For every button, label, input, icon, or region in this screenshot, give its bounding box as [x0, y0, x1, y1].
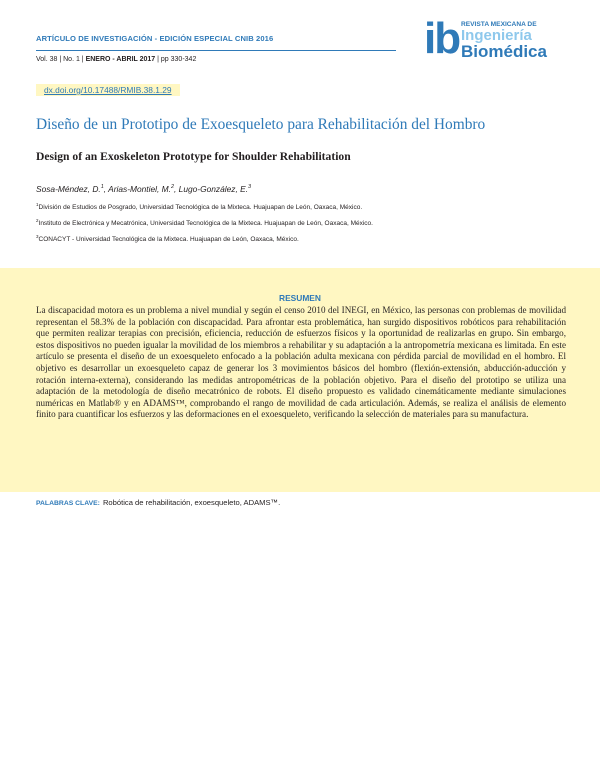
affiliation-marker: 1	[100, 184, 104, 191]
logo-text	[461, 21, 576, 61]
affiliation-text: Instituto de Electrónica y Mecatrónica, Universidad Tecnológica de la Mixteca. Huajuapan de León, Oaxaca, México.	[38, 220, 373, 228]
keywords-label: PALABRAS CLAVE:	[36, 500, 100, 507]
affiliation-1	[36, 202, 362, 211]
journal-header	[36, 34, 396, 63]
keywords-line	[36, 498, 280, 507]
logo-line-revista: REVISTA MEXICANA DE	[461, 21, 537, 28]
journal-logo	[424, 14, 574, 64]
affiliation-text: División de Estudios de Posgrado, Universidad Tecnológica de la Mixteca. Huajuapan de León, Oaxaca, México.	[38, 204, 363, 212]
header-divider	[36, 50, 396, 51]
volume-number: Vol. 38 | No. 1 |	[36, 56, 86, 63]
affiliation-text: CONACYT - Universidad Tecnológica de la Mixteca. Huajuapan de León, Oaxaca, México.	[38, 236, 299, 244]
author-name: Lugo-González, E.	[178, 184, 249, 194]
logo-mark: ib	[424, 14, 460, 63]
article-title-spanish: Diseño de un Prototipo de Exoesqueleto para Rehabilitación del Hombro	[36, 116, 486, 133]
volume-line	[36, 56, 396, 63]
keywords-text: Robótica de rehabilitación, exoesqueleto, ADAMS™.	[102, 498, 281, 507]
article-title-english: Design of an Exoskeleton Prototype for Shoulder Rehabilitation	[36, 150, 351, 163]
author-list: Sosa-Méndez, D.$^1$, Arias-Montiel, M.$^2$, Lugo-González, E.$^3$	[36, 184, 252, 194]
logo-line-ingenieria: Ingeniería	[461, 27, 532, 44]
logo-line-biomedica: Biomédica	[461, 42, 547, 61]
section-label: ARTÍCULO DE INVESTIGACIÓN - EDICIÓN ESPECIAL CNIB 2016	[36, 34, 274, 43]
doi-link[interactable]: dx.doi.org/10.17488/RMIB.38.1.29	[36, 84, 180, 96]
author-name: Arias-Montiel, M.	[108, 184, 171, 194]
abstract-heading: RESUMEN	[279, 293, 321, 303]
affiliation-marker: 2	[170, 184, 174, 191]
affiliation-number: 3	[36, 234, 39, 239]
affiliation-2	[36, 218, 373, 227]
affiliation-marker: 3	[248, 184, 252, 191]
abstract-body: La discapacidad motora es un problema a nivel mundial y según el censo 2010 del INEGI, en México, las personas con problemas de movilidad representan el 58.3% de la población con discapacidad. Para afrontar esta problemática, han surgido dispositivos robóticos para rehabilitación que permiten realizar terapias con precisión, eficiencia, reducción de esfuerzos físicos y la oportunidad de realizarlas en grupo. Sin embargo, estos dispositivos no pueden igualar la movilidad de los miembros a rehabilitar y su adaptación a la antropometría mexicana es limitada. En este artículo se presenta el diseño de un exoesqueleto enfocado a la población adulta mexicana con pérdida parcial de movilidad en el hombro. El objetivo es desarrollar un exoesqueleto capaz de generar los 3 movimientos básicos del hombro (flexión-extensión, abducción-aducción y rotación interna-externa), considerando las medidas antropométricas de la población objetivo. Para el diseño del prototipo se utiliza una adaptación de la metodología de diseño mecatrónico de robots. El diseño propuesto es validado cinemáticamente mediante simulaciones numéricas en Matlab® y en ADAMS™, comprobando el rango de movilidad de cada articulación. Además, se realiza el análisis de elemento finito para cuantificar los esfuerzos y las deformaciones en el exoesqueleto, verificando la selección de materiales para su manufactura.	[36, 305, 566, 420]
author-name: Sosa-Méndez, D.	[36, 184, 101, 194]
issue-date: ENERO - ABRIL 2017	[85, 56, 156, 63]
page-range: | pp 330-342	[155, 56, 197, 63]
affiliation-3	[36, 234, 299, 243]
affiliation-number: 2	[36, 218, 39, 223]
affiliation-number: 1	[36, 202, 39, 207]
